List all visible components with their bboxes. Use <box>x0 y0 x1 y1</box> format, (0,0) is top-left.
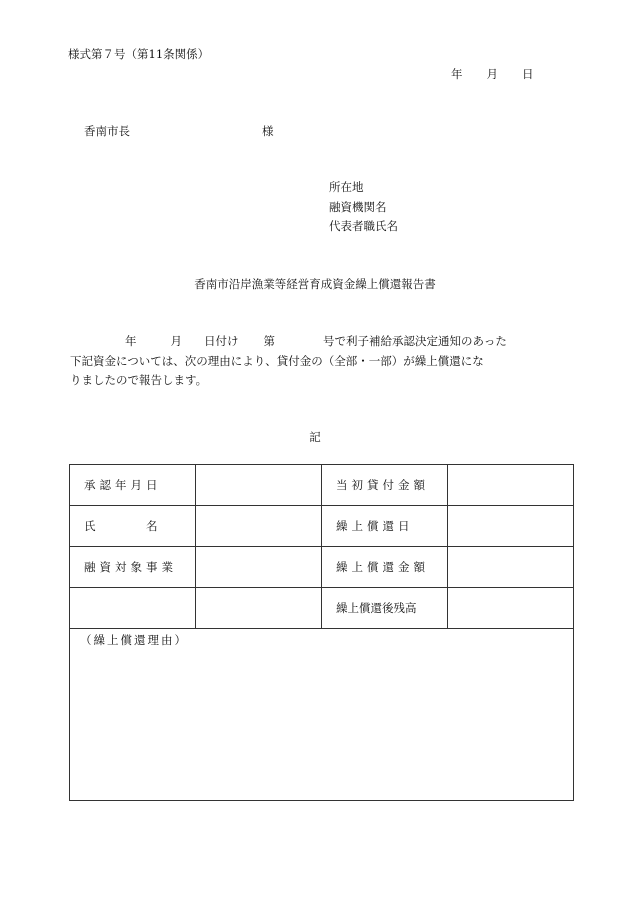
early-repayment-amount-label: 繰上償還金額 <box>322 547 448 588</box>
report-table <box>69 464 574 801</box>
document-title: 香南市沿岸漁業等経営育成資金繰上償還報告書 <box>194 277 436 291</box>
financed-business-value <box>196 547 322 588</box>
early-repayment-date-value <box>448 506 574 547</box>
body-year-label: 年 <box>125 334 137 348</box>
early-repayment-reason-label: （繰上償還理由） <box>70 629 574 801</box>
sender-representative-label: 代表者職氏名 <box>329 219 398 233</box>
name-value <box>196 506 322 547</box>
table-row <box>70 465 574 506</box>
body-text <box>70 332 570 391</box>
ki-heading: 記 <box>309 430 321 444</box>
body-line-1 <box>70 332 570 352</box>
addressee-name: 香南市長 <box>84 124 130 138</box>
initial-loan-amount-value <box>448 465 574 506</box>
approval-date-label: 承認年月日 <box>70 465 196 506</box>
body-line-1-rest: 号で利子補給承認決定通知のあった <box>323 334 507 348</box>
addressee-honorific: 様 <box>262 124 274 138</box>
early-repayment-amount-value <box>448 547 574 588</box>
financed-business-label: 融資対象事業 <box>70 547 196 588</box>
empty-label-cell <box>70 588 196 629</box>
form-number: 様式第７号（第11条関係） <box>68 47 210 61</box>
sender-location-label: 所在地 <box>329 180 364 194</box>
body-line-3: りましたので報告します。 <box>70 373 208 387</box>
body-dai-label: 第 <box>263 334 275 348</box>
date-month-label: 月 <box>486 67 498 81</box>
reason-row <box>70 629 574 801</box>
balance-after-repayment-label: 繰上償還後残高 <box>322 588 448 629</box>
table-row <box>70 506 574 547</box>
table-row <box>70 588 574 629</box>
date-day-label: 日 <box>522 67 534 81</box>
body-month-label: 月 <box>170 334 182 348</box>
date-year-label: 年 <box>451 67 463 81</box>
body-day-label: 日付け <box>204 334 239 348</box>
initial-loan-amount-label: 当初貸付金額 <box>322 465 448 506</box>
addressee <box>84 123 274 139</box>
early-repayment-date-label: 繰上償還日 <box>322 506 448 547</box>
sender-institution-label: 融資機関名 <box>329 199 387 214</box>
table-row <box>70 547 574 588</box>
date-line <box>451 66 534 82</box>
body-line-2: 下記資金については、次の理由により、貸付金の（全部・一部）が繰上償還にな <box>70 353 484 368</box>
name-label: 氏 名 <box>70 506 196 547</box>
balance-after-repayment-value <box>448 588 574 629</box>
approval-date-value <box>196 465 322 506</box>
empty-value-cell <box>196 588 322 629</box>
sender-block <box>329 178 398 237</box>
